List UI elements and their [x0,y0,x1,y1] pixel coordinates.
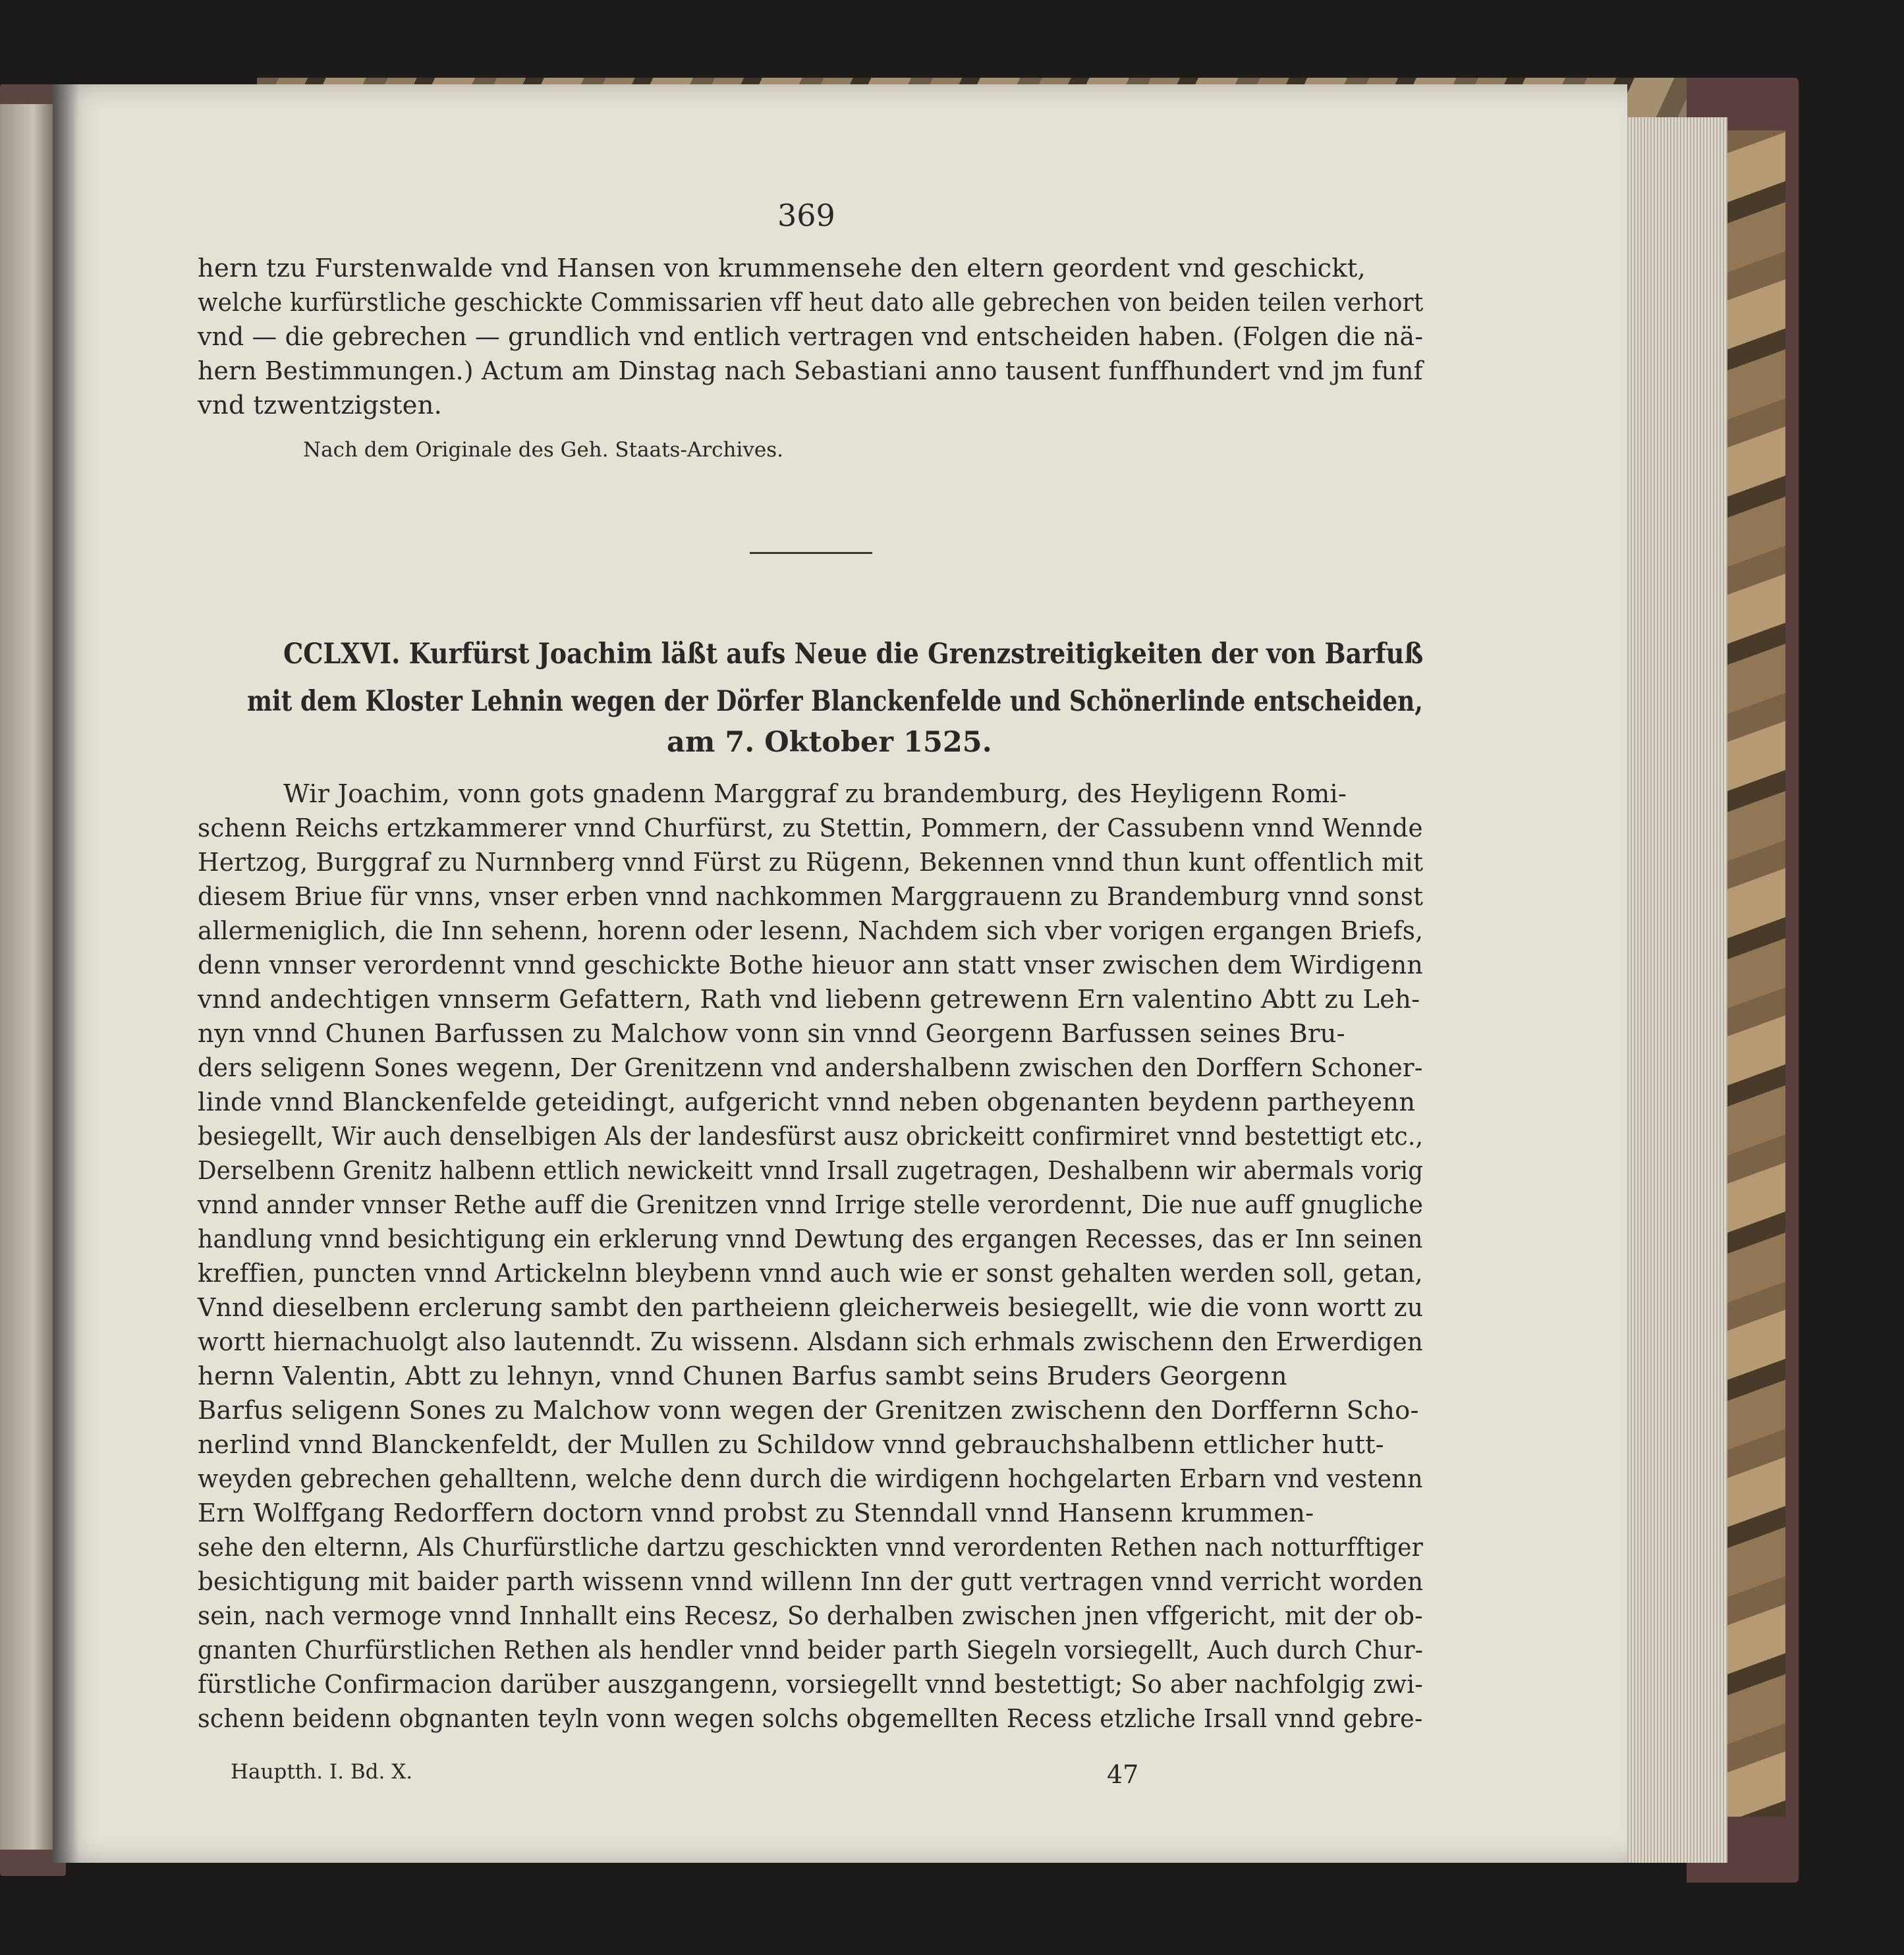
body-line: nerlind vnnd Blanckenfeldt, der Mullen zu Schildow vnnd gebrauchshalbenn ettlicher hutt- [198,1430,1384,1460]
body-line: vnnd annder vnnser Rethe auff die Grenitzen vnnd Irrige stelle verordennt, Die nue auff gnugliche [198,1190,1424,1220]
body-line: allermeniglich, die Inn sehenn, horenn oder lesenn, Nachdem sich vber vorigen ergangen Briefs, [198,916,1424,946]
body-line: Wir Joachim, vonn gots gnadenn Marggraf zu brandemburg, des Heyligenn Romi- [283,779,1347,809]
body-line: gnanten Churfürstlichen Rethen als hendler vnnd beider parth Siegeln vorsiegellt, Auch durch Chur- [198,1636,1424,1665]
body-line: linde vnnd Blanckenfelde geteidingt, aufgericht vnnd neben obgenanten beydenn partheyenn [198,1088,1416,1117]
body-line: Ern Wolffgang Redorffern doctorn vnnd probst zu Stenndall vnnd Hansenn krummen- [198,1499,1314,1528]
body-line: Barfus seligenn Sones zu Malchow vonn wegen der Grenitzen zwischenn den Dorffernn Scho- [198,1396,1419,1425]
body-line: Derselbenn Grenitz halbenn ettlich newickeitt vnnd Irsall zugetragen, Deshalbenn wir abermals vorig [198,1156,1424,1186]
top-line: hern tzu Furstenwalde vnd Hansen von krummensehe den eltern geordent vnd geschickt, [198,254,1366,283]
source-note: Nach dem Originale des Geh. Staats-Archives. [303,438,783,462]
document-heading: am 7. Oktober 1525. [667,726,992,759]
page-number: 369 [777,198,835,233]
top-line: vnd — die gebrechen — grundlich vnd entlich vertragen vnd entscheiden haben. (Folgen die nä- [198,322,1424,352]
body-line: fürstliche Confirmacion darüber auszgangenn, vorsiegellt vnnd bestettigt; So aber nachfolgig zwi- [198,1670,1423,1699]
document-heading: mit dem Kloster Lehnin wegen der Dörfer Blanckenfelde und Schönerlinde entscheiden, [247,685,1423,718]
body-line: Hertzog, Burggraf zu Nurnnberg vnnd Fürst zu Rügenn, Bekennen vnnd thun kunt offentlich mit [198,848,1424,877]
body-line: sein, nach vermoge vnnd Innhallt eins Recesz, So derhalben zwischen jnen vffgericht, mit der ob- [198,1601,1423,1631]
body-line: weyden gebrechen gehalltenn, welche denn durch die wirdigenn hochgelarten Erbarn vnd vestenn [198,1464,1423,1494]
body-line: handlung vnnd besichtigung ein erklerung vnnd Dewtung des ergangen Recesses, das er Inn seinen [198,1225,1423,1254]
top-line: hern Bestimmungen.) Actum am Dinstag nach Sebastiani anno tausent funffhundert vnd jm funf [198,356,1423,386]
page-gutter-shadow [53,84,79,1863]
body-line: wortt hiernachuolgt also lautenndt. Zu wissenn. Alsdann sich erhmals zwischenn den Erwerdigen [198,1327,1423,1357]
body-line: Vnnd dieselbenn erclerung sambt den partheienn gleicherweis besiegellt, wie die vonn wortt zu [198,1293,1424,1323]
body-line: vnnd andechtigen vnnserm Gefattern, Rath vnd liebenn getrewenn Ern valentino Abtt zu Leh- [198,985,1420,1014]
body-line: diesem Briue für vnns, vnser erben vnnd nachkommen Marggrauenn zu Brandemburg vnnd sonst [198,882,1424,912]
body-line: kreffien, puncten vnnd Artickelnn bleybenn vnnd auch wie er sonst gehalten werden soll, getan, [198,1259,1423,1288]
signature-mark: Hauptth. I. Bd. X. [231,1760,413,1784]
body-line: denn vnnser verordennt vnnd geschickte Bothe hieuor ann statt vnser zwischen dem Wirdigenn [198,950,1423,980]
top-line: vnd tzwentzigsten. [198,391,443,420]
sheet-number: 47 [1107,1760,1139,1789]
page-edges [1622,117,1727,1863]
document-heading: CCLXVI. Kurfürst Joachim läßt aufs Neue die Grenzstreitigkeiten der von Barfuß [283,638,1424,671]
left-page-edge [0,104,61,1850]
body-line: hernn Valentin, Abtt zu lehnyn, vnnd Chunen Barfus sambt seins Bruders Georgenn [198,1362,1287,1391]
body-line: besichtigung mit baider parth wissenn vnnd willenn Inn der gutt vertragen vnnd verricht worden [198,1567,1424,1597]
body-line: nyn vnnd Chunen Barfussen zu Malchow vonn sin vnnd Georgenn Barfussen seines Bru- [198,1019,1345,1049]
body-line: schenn Reichs ertzkammerer vnnd Churfürst, zu Stettin, Pommern, der Cassubenn vnnd Wennde [198,813,1423,843]
section-divider [750,552,872,554]
body-line: sehe den elternn, Als Churfürstliche dartzu geschickten vnnd verordenten Rethen nach notturfftiger [198,1533,1424,1562]
body-line: schenn beidenn obgnanten teyln vonn wegen solchs obgemellten Recess etzliche Irsall vnnd gebre- [198,1704,1423,1734]
body-line: besiegellt, Wir auch denselbigen Als der landesfürst ausz obrickeitt confirmiret vnnd bestettigt etc., [198,1122,1424,1151]
body-line: ders seligenn Sones wegenn, Der Grenitzenn vnd andershalbenn zwischen den Dorffern Schoner- [198,1053,1423,1083]
top-line: welche kurfürstliche geschickte Commissarien vff heut dato alle gebrechen von beiden teilen verhort [198,288,1424,317]
